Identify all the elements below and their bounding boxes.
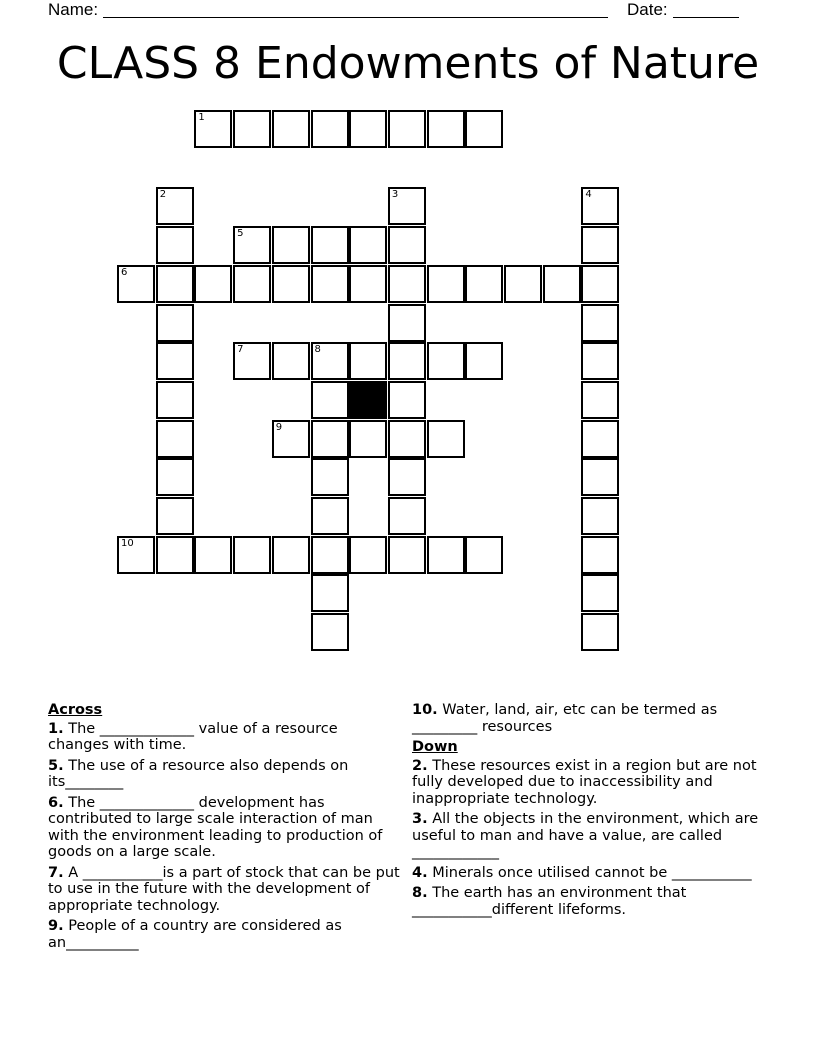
grid-cell-r14-c14[interactable] xyxy=(581,613,619,651)
clue-across-9 xyxy=(48,918,403,951)
grid-cell-r5-c9[interactable] xyxy=(388,265,426,303)
grid-cell-r7-c10[interactable] xyxy=(427,342,465,380)
grid-cell-r8-c14[interactable] xyxy=(581,381,619,419)
grid-cell-r10-c7[interactable] xyxy=(311,458,349,496)
grid-cell-r11-c3[interactable] xyxy=(156,497,194,535)
grid-cell-r5-c5[interactable] xyxy=(233,265,271,303)
clue-number: 3. xyxy=(412,811,428,827)
grid-cell-r4-c5[interactable] xyxy=(233,226,271,264)
clues-left-column xyxy=(48,702,403,955)
clue-across-1 xyxy=(48,721,403,754)
grid-cell-r12-c11[interactable] xyxy=(465,536,503,574)
grid-cell-r5-c4[interactable] xyxy=(194,265,232,303)
clue-down-4 xyxy=(412,865,772,882)
page-title: CLASS 8 Endowments of Nature xyxy=(56,38,760,89)
clue-number: 5. xyxy=(48,757,64,774)
grid-cell-r12-c9[interactable] xyxy=(388,536,426,574)
grid-cell-r8-c7[interactable] xyxy=(311,381,349,419)
grid-cell-r7-c7[interactable] xyxy=(311,342,349,380)
clues-right-column xyxy=(412,702,772,922)
grid-cell-r12-c8[interactable] xyxy=(349,536,387,574)
name-label: Name: xyxy=(48,0,99,19)
grid-cell-r13-c7[interactable] xyxy=(311,574,349,612)
grid-cell-r1-c4[interactable] xyxy=(194,110,232,148)
clue-number: 7. xyxy=(48,864,64,881)
grid-cell-r11-c14[interactable] xyxy=(581,497,619,535)
black-square xyxy=(349,381,387,419)
cell-number: 2 xyxy=(159,189,167,201)
cell-number: 7 xyxy=(237,344,244,356)
clue-down-2 xyxy=(412,758,772,808)
grid-cell-r7-c6[interactable] xyxy=(272,342,310,380)
grid-cell-r12-c2[interactable] xyxy=(117,536,155,574)
cell-number: 9 xyxy=(275,421,283,433)
cell-number: 10 xyxy=(121,537,134,549)
grid-cell-r11-c9[interactable] xyxy=(388,497,426,535)
grid-cell-r14-c7[interactable] xyxy=(311,613,349,651)
grid-cell-r1-c10[interactable] xyxy=(427,110,465,148)
clue-text: The _____________ development has contributed to large scale interaction of man with the environment leading to production of goods on a large scale. xyxy=(48,794,383,860)
grid-cell-r12-c3[interactable] xyxy=(156,536,194,574)
clue-number: 6. xyxy=(48,794,64,811)
cell-number: 8 xyxy=(314,344,321,356)
clue-text: Water, land, air, etc can be termed as _________ resources xyxy=(412,702,718,735)
cell-number: 6 xyxy=(121,266,128,278)
grid-cell-r7-c3[interactable] xyxy=(156,342,194,380)
grid-cell-r7-c11[interactable] xyxy=(465,342,503,380)
across-heading: Across xyxy=(48,702,103,718)
grid-cell-r6-c3[interactable] xyxy=(156,304,194,342)
cell-number: 4 xyxy=(585,189,592,201)
grid-cell-r5-c13[interactable] xyxy=(543,265,581,303)
cell-number: 3 xyxy=(391,189,399,201)
clue-number: 10. xyxy=(412,702,438,718)
grid-cell-r9-c10[interactable] xyxy=(427,420,465,458)
clue-number: 8. xyxy=(412,885,428,901)
grid-cell-r7-c14[interactable] xyxy=(581,342,619,380)
clue-down-3 xyxy=(412,811,772,861)
grid-cell-r4-c3[interactable] xyxy=(156,226,194,264)
grid-cell-r10-c9[interactable] xyxy=(388,458,426,496)
grid-cell-r5-c2[interactable] xyxy=(117,265,155,303)
clue-across-6 xyxy=(48,795,403,861)
grid-cell-r12-c10[interactable] xyxy=(427,536,465,574)
clue-number: 2. xyxy=(412,757,428,774)
grid-cell-r12-c4[interactable] xyxy=(194,536,232,574)
grid-cell-r8-c9[interactable] xyxy=(388,381,426,419)
date-label: Date: xyxy=(627,0,668,19)
grid-cell-r6-c14[interactable] xyxy=(581,304,619,342)
grid-cell-r3-c14[interactable] xyxy=(581,187,619,225)
grid-cell-r12-c5[interactable] xyxy=(233,536,271,574)
clue-text: These resources exist in a region but are not fully developed due to inaccessibility and inappropriate technology. xyxy=(412,757,757,807)
down-heading: Down xyxy=(412,739,458,755)
grid-cell-r1-c9[interactable] xyxy=(388,110,426,148)
grid-cell-r4-c14[interactable] xyxy=(581,226,619,264)
clue-down-8 xyxy=(412,885,772,918)
grid-cell-r9-c8[interactable] xyxy=(349,420,387,458)
grid-cell-r1-c8[interactable] xyxy=(349,110,387,148)
clue-number: 4. xyxy=(412,864,428,881)
grid-cell-r9-c6[interactable] xyxy=(272,420,310,458)
grid-cell-r5-c11[interactable] xyxy=(465,265,503,303)
grid-cell-r12-c6[interactable] xyxy=(272,536,310,574)
grid-cell-r10-c14[interactable] xyxy=(581,458,619,496)
grid-cell-r9-c9[interactable] xyxy=(388,420,426,458)
grid-cell-r12-c14[interactable] xyxy=(581,536,619,574)
grid-cell-r1-c6[interactable] xyxy=(272,110,310,148)
clue-text: A ___________is a part of stock that can be put to use in the future with the development of appropriate technology. xyxy=(48,864,400,914)
clue-text: The use of a resource also depends on its________ xyxy=(48,757,349,790)
grid-cell-r4-c6[interactable] xyxy=(272,226,310,264)
grid-cell-r3-c3[interactable] xyxy=(156,187,194,225)
grid-cell-r5-c12[interactable] xyxy=(504,265,542,303)
clue-across-10 xyxy=(412,702,772,735)
grid-cell-r5-c6[interactable] xyxy=(272,265,310,303)
grid-cell-r5-c10[interactable] xyxy=(427,265,465,303)
clue-text: People of a country are considered as an__________ xyxy=(48,918,342,951)
grid-cell-r4-c8[interactable] xyxy=(349,226,387,264)
clue-text: The _____________ value of a resource changes with time. xyxy=(48,720,338,753)
grid-cell-r11-c7[interactable] xyxy=(311,497,349,535)
grid-cell-r7-c8[interactable] xyxy=(349,342,387,380)
grid-cell-r12-c7[interactable] xyxy=(311,536,349,574)
grid-cell-r3-c9[interactable] xyxy=(388,187,426,225)
clue-number: 9. xyxy=(48,918,64,934)
clue-text: All the objects in the environment, which are useful to man and have a value, are called ____________ xyxy=(412,811,759,860)
clue-number: 1. xyxy=(48,720,64,737)
clue-across-5 xyxy=(48,758,403,791)
grid-cell-r1-c7[interactable] xyxy=(311,110,349,148)
cell-number: 1 xyxy=(198,112,205,123)
grid-cell-r7-c5[interactable] xyxy=(233,342,271,380)
grid-cell-r9-c14[interactable] xyxy=(581,420,619,458)
grid-cell-r5-c8[interactable] xyxy=(349,265,387,303)
grid-cell-r5-c3[interactable] xyxy=(156,265,194,303)
grid-cell-r6-c9[interactable] xyxy=(388,304,426,342)
grid-cell-r4-c7[interactable] xyxy=(311,226,349,264)
grid-cell-r4-c9[interactable] xyxy=(388,226,426,264)
clue-text: The earth has an environment that ___________different lifeforms. xyxy=(412,885,687,918)
grid-cell-r9-c3[interactable] xyxy=(156,420,194,458)
clue-across-7 xyxy=(48,865,403,915)
grid-cell-r1-c5[interactable] xyxy=(233,110,271,148)
grid-cell-r7-c9[interactable] xyxy=(388,342,426,380)
grid-cell-r1-c11[interactable] xyxy=(465,110,503,148)
cell-number: 5 xyxy=(237,228,244,240)
grid-cell-r9-c7[interactable] xyxy=(311,420,349,458)
grid-cell-r5-c14[interactable] xyxy=(581,265,619,303)
grid-cell-r10-c3[interactable] xyxy=(156,458,194,496)
grid-cell-r5-c7[interactable] xyxy=(311,265,349,303)
grid-cell-r8-c3[interactable] xyxy=(156,381,194,419)
clue-text: Minerals once utilised cannot be ___________ xyxy=(432,864,752,881)
grid-cell-r13-c14[interactable] xyxy=(581,574,619,612)
